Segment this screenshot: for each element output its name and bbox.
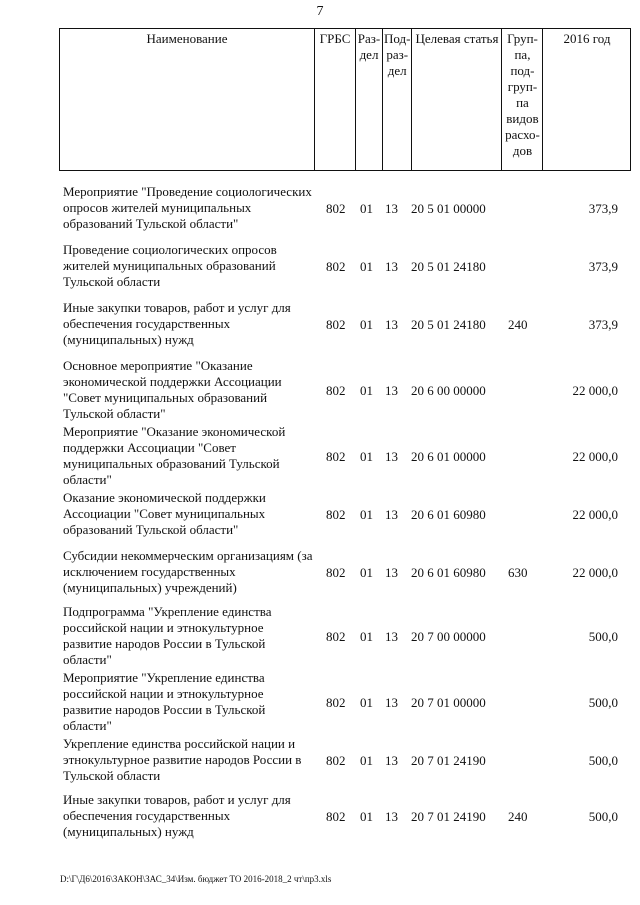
row-grbs: 802 bbox=[326, 695, 346, 710]
row-grbs: 802 bbox=[326, 383, 346, 398]
row-grbs: 802 bbox=[326, 565, 346, 580]
row-target: 20 7 01 24190 bbox=[411, 809, 486, 824]
row-amount: 500,0 bbox=[588, 695, 618, 710]
header-name: Наименование bbox=[60, 29, 315, 171]
header-year: 2016 год bbox=[543, 29, 631, 171]
row-amount: 373,9 bbox=[588, 317, 618, 332]
row-name: Подпрограмма "Укрепление единства российской нации и этнокультурное развитие народов России в Тульской области" bbox=[63, 604, 272, 667]
row-podrazdel: 13 bbox=[385, 695, 398, 710]
row-grbs: 802 bbox=[326, 317, 346, 332]
row-razdel: 01 bbox=[360, 695, 373, 710]
header-grbs: ГРБС bbox=[315, 29, 356, 171]
row-grbs: 802 bbox=[326, 629, 346, 644]
row-group: 630 bbox=[508, 565, 528, 580]
row-name: Основное мероприятие "Оказание экономической поддержки Ассоциации "Совет муниципальных образований Тульской области" bbox=[63, 358, 282, 421]
row-amount: 22 000,0 bbox=[572, 449, 618, 464]
row-target: 20 7 01 00000 bbox=[411, 695, 486, 710]
row-target: 20 5 01 24180 bbox=[411, 317, 486, 332]
row-amount: 500,0 bbox=[588, 753, 618, 768]
row-name: Мероприятие "Оказание экономической поддержки Ассоциации "Совет муниципальных образований Тульской области" bbox=[63, 424, 286, 487]
row-podrazdel: 13 bbox=[385, 809, 398, 824]
row-grbs: 802 bbox=[326, 201, 346, 216]
header-razdel: Раз- дел bbox=[356, 29, 383, 171]
row-podrazdel: 13 bbox=[385, 753, 398, 768]
header-podrazdel: Под- раз- дел bbox=[383, 29, 412, 171]
row-razdel: 01 bbox=[360, 629, 373, 644]
row-podrazdel: 13 bbox=[385, 259, 398, 274]
row-amount: 500,0 bbox=[588, 809, 618, 824]
row-amount: 22 000,0 bbox=[572, 565, 618, 580]
row-razdel: 01 bbox=[360, 449, 373, 464]
row-podrazdel: 13 bbox=[385, 629, 398, 644]
row-target: 20 7 00 00000 bbox=[411, 629, 486, 644]
table-header bbox=[59, 28, 631, 171]
row-amount: 373,9 bbox=[588, 259, 618, 274]
row-name: Мероприятие "Укрепление единства российской нации и этнокультурное развитие народов России в Тульской области" bbox=[63, 670, 266, 733]
header-target: Целевая статья bbox=[412, 29, 502, 171]
row-razdel: 01 bbox=[360, 201, 373, 216]
header-group: Груп- па, под- груп- па видов расхо- дов bbox=[502, 29, 543, 171]
row-podrazdel: 13 bbox=[385, 317, 398, 332]
row-name: Иные закупки товаров, работ и услуг для обеспечения государственных (муниципальных) нужд bbox=[63, 792, 291, 839]
row-name: Оказание экономической поддержки Ассоциации "Совет муниципальных образований Тульской области" bbox=[63, 490, 266, 537]
row-razdel: 01 bbox=[360, 317, 373, 332]
row-razdel: 01 bbox=[360, 565, 373, 580]
row-grbs: 802 bbox=[326, 753, 346, 768]
row-razdel: 01 bbox=[360, 383, 373, 398]
row-group: 240 bbox=[508, 809, 528, 824]
row-target: 20 6 00 00000 bbox=[411, 383, 486, 398]
row-razdel: 01 bbox=[360, 753, 373, 768]
row-razdel: 01 bbox=[360, 809, 373, 824]
row-grbs: 802 bbox=[326, 507, 346, 522]
row-amount: 22 000,0 bbox=[572, 383, 618, 398]
row-target: 20 7 01 24190 bbox=[411, 753, 486, 768]
row-grbs: 802 bbox=[326, 449, 346, 464]
row-grbs: 802 bbox=[326, 259, 346, 274]
row-grbs: 802 bbox=[326, 809, 346, 824]
row-podrazdel: 13 bbox=[385, 565, 398, 580]
row-name: Иные закупки товаров, работ и услуг для обеспечения государственных (муниципальных) нужд bbox=[63, 300, 291, 347]
row-name: Укрепление единства российской нации и этнокультурное развитие народов России в Тульской области bbox=[63, 736, 302, 783]
row-podrazdel: 13 bbox=[385, 507, 398, 522]
row-podrazdel: 13 bbox=[385, 449, 398, 464]
page-number: 7 bbox=[316, 4, 324, 19]
row-amount: 500,0 bbox=[588, 629, 618, 644]
row-target: 20 6 01 60980 bbox=[411, 565, 486, 580]
row-podrazdel: 13 bbox=[385, 201, 398, 216]
row-razdel: 01 bbox=[360, 507, 373, 522]
row-target: 20 6 01 00000 bbox=[411, 449, 486, 464]
row-amount: 373,9 bbox=[588, 201, 618, 216]
footer-file-path: D:\Г\Д6\2016\ЗАКОН\ЗАС_34\Изм. бюджет ТО 2016-2018_2 чт\пр3.xls bbox=[60, 874, 332, 884]
row-podrazdel: 13 bbox=[385, 383, 398, 398]
row-name: Субсидии некоммерческим организациям (за исключением государственных (муниципальных) учреждений) bbox=[63, 548, 313, 595]
row-name: Проведение социологических опросов жителей муниципальных образований Тульской области bbox=[63, 242, 277, 289]
row-razdel: 01 bbox=[360, 259, 373, 274]
row-target: 20 5 01 24180 bbox=[411, 259, 486, 274]
row-name: Мероприятие "Проведение социологических опросов жителей муниципальных образований Тульской области" bbox=[63, 184, 312, 231]
row-target: 20 5 01 00000 bbox=[411, 201, 486, 216]
row-target: 20 6 01 60980 bbox=[411, 507, 486, 522]
row-group: 240 bbox=[508, 317, 528, 332]
row-amount: 22 000,0 bbox=[572, 507, 618, 522]
